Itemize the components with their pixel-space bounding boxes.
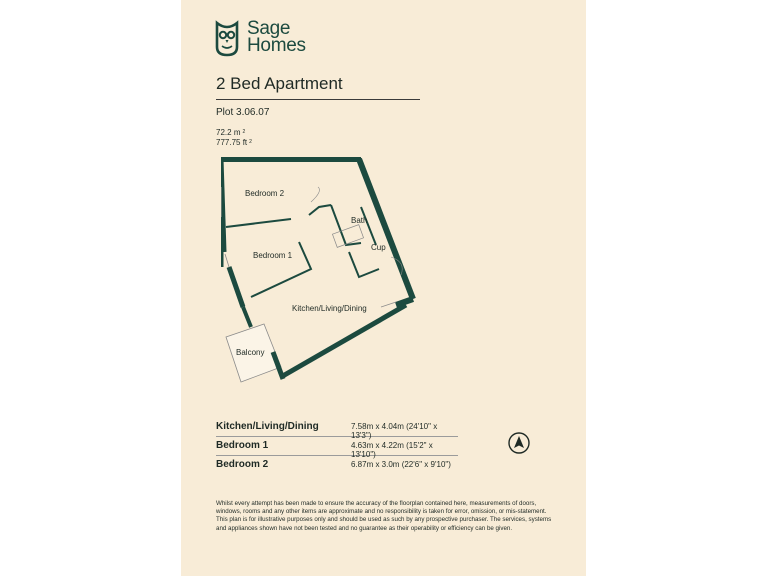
brand-name-line2: Homes xyxy=(247,35,306,56)
room-row xyxy=(216,418,458,440)
area-sqm-exponent: 2 xyxy=(242,129,246,135)
wall-cupboard xyxy=(349,252,379,277)
wall-bedroom2-bottom xyxy=(226,219,291,227)
kitchen-counter xyxy=(381,302,396,307)
room-name: Kitchen/Living/Dining xyxy=(216,421,319,432)
floorplan xyxy=(221,157,441,387)
outer-wall-left-lower xyxy=(229,267,243,307)
floorplan-label-kitchen: Kitchen/Living/Dining xyxy=(292,304,367,313)
floorplan-label-bath: Bath xyxy=(351,216,368,225)
area-sqft-value: 777.75 xyxy=(216,138,241,147)
room-dimensions: 7.58m x 4.04m (24'10" x 13'3") xyxy=(351,422,438,440)
room-dimensions: 6.87m x 3.0m (22'6" x 9'10") xyxy=(351,460,451,469)
plot-number: Plot 3.06.07 xyxy=(216,107,270,118)
floorplan-sheet xyxy=(181,0,586,576)
area-sqm xyxy=(216,128,252,138)
outer-wall-diagonal-right xyxy=(359,159,413,299)
area-sqft-unit: ft xyxy=(242,138,248,147)
area-sqm-unit: m xyxy=(233,128,241,137)
room-dimensions: 4.63m x 4.22m (15'2" x 13'10") xyxy=(351,441,433,459)
page-title: 2 Bed Apartment xyxy=(216,74,343,93)
wall-bedroom-divider xyxy=(309,205,331,215)
brand-name-line1: Sage xyxy=(247,18,291,39)
area-sqft-exponent: 2 xyxy=(249,139,252,145)
outer-wall-left-living xyxy=(243,307,251,327)
floorplan-label-cup: Cup xyxy=(371,243,386,252)
window-left-lower xyxy=(225,254,229,267)
floorplan-label-bedroom1: Bedroom 1 xyxy=(253,251,293,260)
title-divider xyxy=(216,99,420,100)
owl-logo-icon xyxy=(214,17,240,57)
outer-wall-bottom xyxy=(281,305,406,377)
room-row xyxy=(216,437,458,459)
area-sqft xyxy=(216,138,252,148)
room-name: Bedroom 1 xyxy=(216,440,269,451)
brand-logo xyxy=(214,17,306,57)
floorplan-label-balcony: Balcony xyxy=(236,348,265,357)
area-sqm-value: 72.2 xyxy=(216,128,232,137)
wall-bath xyxy=(331,205,361,245)
north-arrow-icon xyxy=(508,432,530,454)
room-row xyxy=(216,456,458,474)
disclaimer: Whilst every attempt has been made to ensure the accuracy of the floorplan contained here, measurements of doors, windows, rooms and any other items are approximate and no responsibility is taken for error, omission, or mis-statement. This plan is for illustrative purposes only and should be used as such by any prospective purchaser. The services, systems and appliances shown have not been tested and no guarantee as their operability or efficiency can be given. xyxy=(216,500,552,532)
room-dimensions-table xyxy=(216,418,458,474)
area-summary xyxy=(216,128,252,148)
wall-bath-right xyxy=(361,207,376,245)
floorplan-label-bedroom2: Bedroom 2 xyxy=(245,189,285,198)
brand-name xyxy=(247,20,306,54)
room-name: Bedroom 2 xyxy=(216,459,269,470)
door-swing-bedroom2 xyxy=(311,187,319,202)
